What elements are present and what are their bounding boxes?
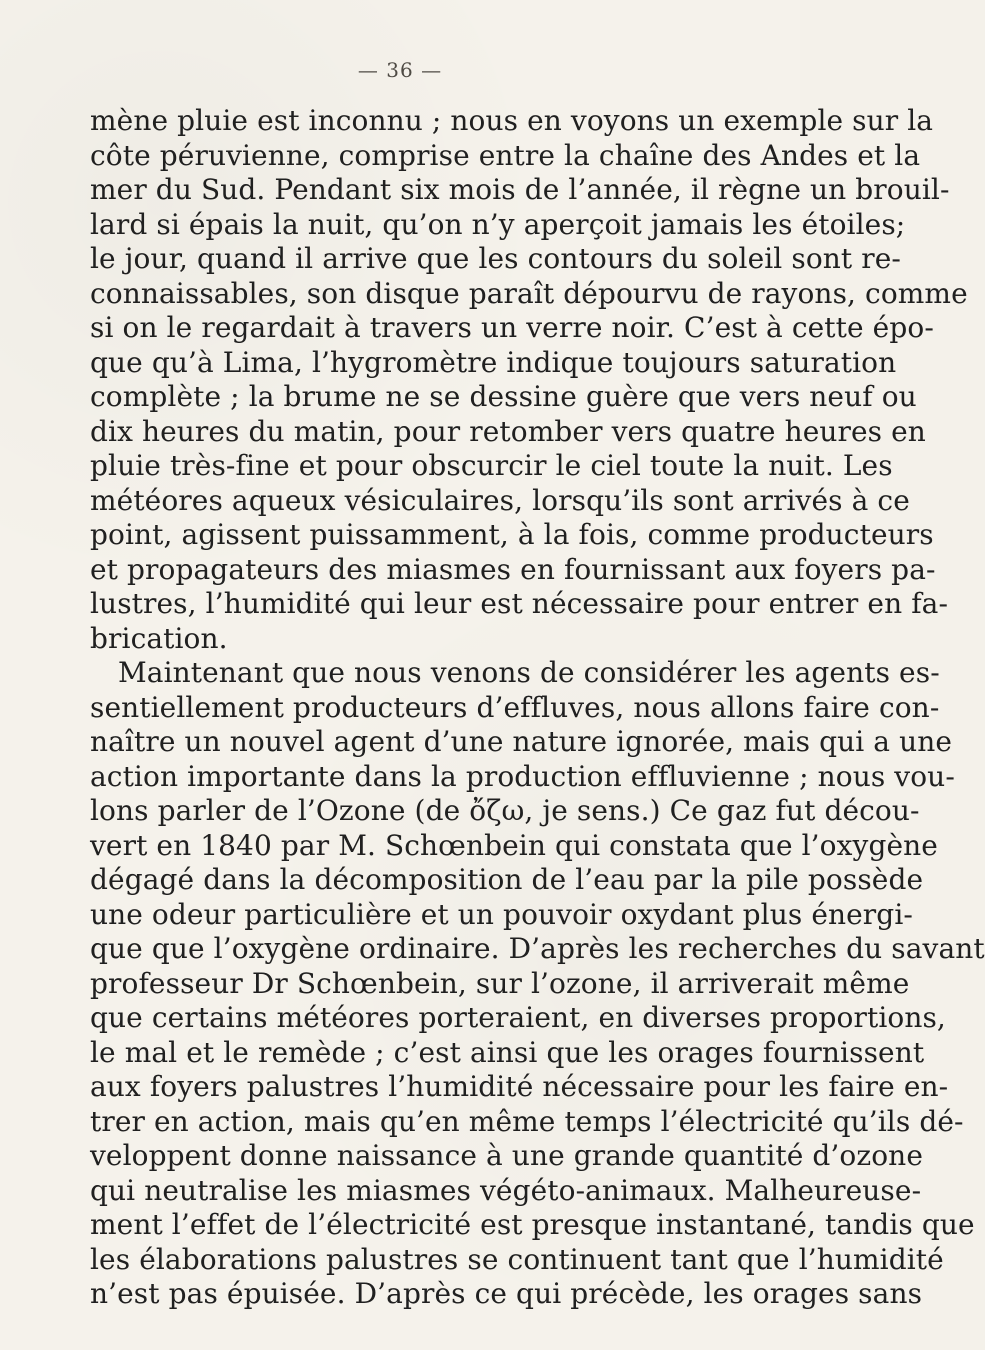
text-line: sentiellement producteurs d’effluves, nous allons faire con-	[90, 690, 940, 724]
text-line: si on le regardait à travers un verre noir. C’est à cette épo-	[90, 311, 934, 344]
text-line: le mal et le remède ; c’est ainsi que les orages fournissent	[90, 1035, 925, 1069]
text-line: action importante dans la production effluvienne ; nous vou-	[90, 759, 955, 793]
text-line: n’est pas épuisée. D’après ce qui précède, les orages sans	[90, 1277, 923, 1310]
text-line: connaissables, son disque paraît dépourvu de rayons, comme	[90, 276, 968, 310]
text-line: vert en 1840 par M. Schœnbein qui constata que l’oxygène	[90, 828, 938, 862]
text-line: le jour, quand il arrive que les contours du soleil sont re-	[90, 242, 901, 275]
paragraph-1	[90, 104, 968, 656]
text-line: ment l’effet de l’électricité est presque instantané, tandis que	[90, 1208, 975, 1241]
text-line: lons parler de l’Ozone (de ὄζω, je sens.) Ce gaz fut décou-	[90, 794, 920, 827]
text-line: mène pluie est inconnu ; nous en voyons un exemple sur la	[90, 104, 934, 137]
text-line: météores aqueux vésiculaires, lorsqu’ils sont arrivés à ce	[90, 483, 910, 517]
body-text	[90, 104, 985, 1312]
text-line: trer en action, mais qu’en même temps l’électricité qu’ils dé-	[90, 1104, 964, 1138]
text-line: qui neutralise les miasmes végéto-animaux. Malheureuse-	[90, 1173, 922, 1207]
text-line: dégagé dans la décomposition de l’eau par la pile possède	[90, 863, 924, 896]
text-line: mer du Sud. Pendant six mois de l’année, il règne un brouil-	[90, 173, 950, 206]
text-line: complète ; la brume ne se dessine guère que vers neuf ou	[90, 380, 917, 413]
text-line: que qu’à Lima, l’hygromètre indique toujours saturation	[90, 345, 897, 379]
text-line: Maintenant que nous venons de considérer les agents es-	[118, 656, 940, 689]
text-line: brication.	[90, 621, 228, 655]
text-line: lustres, l’humidité qui leur est nécessaire pour entrer en fa-	[90, 587, 949, 620]
text-line: et propagateurs des miasmes en fournissant aux foyers pa-	[90, 552, 936, 586]
text-line: naître un nouvel agent d’une nature ignorée, mais qui a une	[90, 725, 953, 758]
text-line: professeur Dr Schœnbein, sur l’ozone, il arriverait même	[90, 966, 910, 1000]
text-line: une odeur particulière et un pouvoir oxydant plus énergi-	[90, 897, 913, 931]
text-line: point, agissent puissamment, à la fois, comme producteurs	[90, 518, 934, 551]
paragraph-2	[90, 656, 985, 1312]
text-line: côte péruvienne, comprise entre la chaîne des Andes et la	[90, 138, 921, 172]
page-number: — 36 —	[357, 58, 443, 82]
text-line: que que l’oxygène ordinaire. D’après les recherches du savant	[90, 932, 985, 965]
text-line: pluie très-fine et pour obscurcir le ciel toute la nuit. Les	[90, 449, 893, 482]
text-line: dix heures du matin, pour retomber vers quatre heures en	[90, 414, 926, 448]
text-line: lard si épais la nuit, qu’on n’y aperçoit jamais les étoiles;	[90, 207, 906, 241]
text-line: que certains météores porteraient, en diverses proportions,	[90, 1001, 946, 1034]
text-line: veloppent donne naissance à une grande quantité d’ozone	[90, 1139, 923, 1172]
text-line: les élaborations palustres se continuent tant que l’humidité	[90, 1242, 944, 1276]
text-line: aux foyers palustres l’humidité nécessaire pour les faire en-	[90, 1070, 949, 1103]
